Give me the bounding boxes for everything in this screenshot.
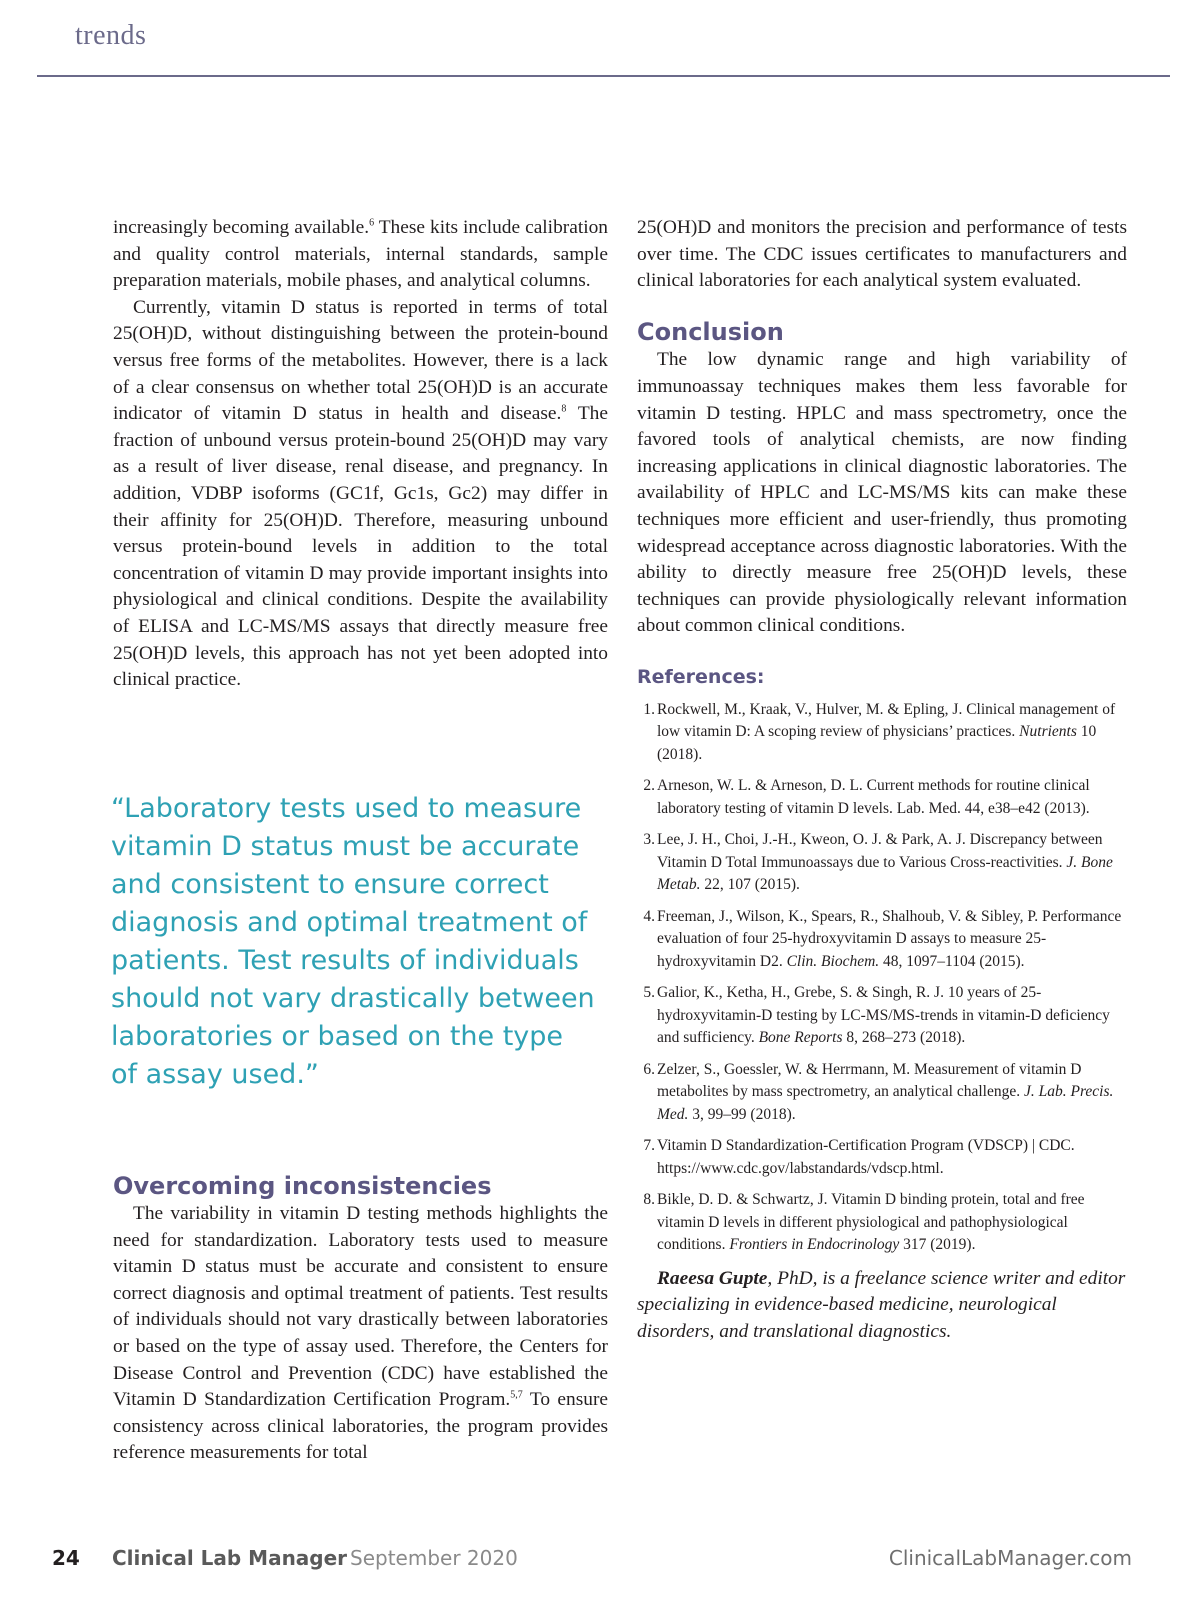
- magazine-name: Clinical Lab Manager: [112, 1546, 348, 1570]
- reference-journal: Bone Reports: [758, 1029, 843, 1046]
- overcoming-body: [113, 1201, 608, 1467]
- reference-item: [643, 829, 1127, 897]
- citation-ref: 6: [369, 217, 375, 229]
- reference-tail: 10 (2018).: [657, 723, 1097, 763]
- reference-number: 3.: [643, 831, 655, 848]
- left-paragraph-2: [113, 295, 608, 694]
- reference-number: 7.: [643, 1137, 655, 1154]
- reference-journal: J. Lab. Precis. Med.: [657, 1083, 1114, 1123]
- text-span: increasingly becoming available.: [113, 217, 370, 238]
- right-continuation: 25(OH)D and monitors the precision and performance of tests over time. The CDC issues certificates to manufacturers and clinical laboratories for each analytical system evaluated.: [637, 217, 1127, 292]
- author-bio: [637, 1266, 1127, 1346]
- header-rule: [37, 75, 1170, 77]
- reference-number: 2.: [643, 777, 655, 794]
- reference-text: Arneson, W. L. & Arneson, D. L. Current methods for routine clinical laboratory testing of vitamin D levels. Lab. Med. 44, e38–e42 (2013).: [657, 777, 1090, 817]
- text-span: Currently, vitamin D status is reported in terms of total 25(OH)D, without distinguishing between the protein-bound versus free forms of the metabolites. However, there is a lack of a clear consensus on whether total 25(OH)D is an accurate indicator of vitamin D status in health and disease.: [113, 296, 608, 425]
- text-span: The variability in vitamin D testing methods highlights the need for standardization. Laboratory tests used to measure vitamin D status must be accurate and consistent to ensure correct diagnosis and optimal treatment of patients. Test results of individuals should not vary drastically between laboratories or based on the type of assay used. Therefore, the Centers for Disease Control and Prevention (CDC) have established the Vitamin D Standardization Certification Program.: [113, 1203, 608, 1411]
- reference-item: [643, 775, 1127, 820]
- references-list: [637, 699, 1127, 1257]
- page-footer: [52, 1546, 1132, 1578]
- reference-item: [643, 699, 1127, 767]
- right-column: [637, 215, 1127, 1345]
- reference-journal: Clin. Biochem.: [786, 952, 880, 970]
- text-span: The fraction of unbound versus protein-bound 25(OH)D may vary as a result of liver disease, renal disease, and pregnancy. In addition, VDBP isoforms (GC1f, Gc1s, Gc2) may differ in their affinity for 25(OH)D. Therefore, measuring unbound versus protein-bound levels in addition to the total concentration of vitamin D may provide important insights into physiological and clinical conditions. Despite the availability of ELISA and LC-MS/MS assays that directly measure free 25(OH)D levels, this approach has not yet been adopted into clinical practice.: [113, 403, 608, 691]
- reference-tail: 317 (2019).: [899, 1236, 976, 1253]
- section-tag: trends: [75, 20, 147, 51]
- page-number: 24: [52, 1546, 80, 1570]
- text-span: To ensure consistency across clinical laboratories, the program provides reference measurements for total: [113, 1389, 609, 1464]
- reference-item: [643, 906, 1127, 974]
- reference-text: Lee, J. H., Choi, J.-H., Kweon, O. J. & Park, A. J. Discrepancy between Vitamin D Total Immunoassays due to Various Cross-reactivities.: [657, 831, 1103, 871]
- references-heading: References:: [637, 665, 765, 688]
- reference-text: Zelzer, S., Goessler, W. & Herrmann, M. Measurement of vitamin D metabolites by mass spectrometry, an analytical challenge.: [657, 1060, 1082, 1100]
- reference-item: [643, 1135, 1127, 1180]
- reference-text: Galior, K., Ketha, H., Grebe, S. & Singh, R. J. 10 years of 25-hydroxyvitamin-D testing by LC-MS/MS-trends in vitamin-D deficiency and sufficiency.: [657, 984, 1110, 1046]
- reference-journal: J. Bone Metab.: [657, 853, 1113, 893]
- reference-journal: Frontiers in Endocrinology: [729, 1236, 900, 1253]
- left-column: [113, 215, 608, 694]
- author-name: Raeesa Gupte: [657, 1267, 768, 1289]
- overcoming-paragraph: [113, 1201, 608, 1467]
- reference-tail: 3, 99–99 (2018).: [688, 1105, 796, 1123]
- citation-ref: 8: [561, 403, 567, 415]
- conclusion-heading: Conclusion: [637, 317, 784, 346]
- author-bio-text: , PhD, is a freelance science writer and editor specializing in evidence-based medicine, neurological disorders, and translational diagnostics.: [637, 1267, 1126, 1342]
- conclusion-paragraph: The low dynamic range and high variability of immunoassay techniques makes them less favorable for vitamin D testing. HPLC and mass spectrometry, once the favored tools of analytical chemists, are now finding increasing applications in clinical diagnostic laboratories. The availability of HPLC and LC-MS/MS kits can make these techniques more efficient and user-friendly, thus promoting widespread acceptance across diagnostic laboratories. With the ability to directly measure free 25(OH)D levels, these techniques can provide physiologically relevant information about common clinical conditions.: [637, 349, 1127, 637]
- reference-number: 5.: [643, 984, 655, 1001]
- reference-item: [643, 982, 1127, 1050]
- reference-text: Vitamin D Standardization-Certification Program (VDSCP) | CDC. https://www.cdc.gov/labstandards/vdscp.html.: [657, 1137, 1075, 1177]
- reference-number: 8.: [643, 1191, 655, 1208]
- website-link[interactable]: ClinicalLabManager.com: [888, 1546, 1132, 1570]
- reference-item: [643, 1059, 1127, 1127]
- reference-number: 4.: [643, 907, 655, 925]
- text-span: These kits include calibration and quality control materials, internal standards, sample preparation materials, mobile phases, and analytical columns.: [113, 217, 608, 292]
- issue-date: September 2020: [350, 1546, 518, 1570]
- reference-text: Rockwell, M., Kraak, V., Hulver, M. & Epling, J. Clinical management of low vitamin D: A scoping review of physicians’ practices.: [657, 700, 1116, 740]
- left-paragraph-1: [113, 215, 608, 295]
- reference-tail: 48, 1097–1104 (2015).: [879, 952, 1025, 970]
- reference-number: 1.: [643, 700, 655, 718]
- reference-text: Freeman, J., Wilson, K., Spears, R., Shalhoub, V. & Sibley, P. Performance evaluation of four 25-hydroxyvitamin D assays to measure 25-hydroxyvitamin D2.: [657, 907, 1122, 970]
- citation-ref: 5,7: [510, 1389, 523, 1401]
- overcoming-heading: Overcoming inconsistencies: [113, 1172, 492, 1200]
- reference-text: Bikle, D. D. & Schwartz, J. Vitamin D binding protein, total and free vitamin D levels in different physiological and pathophysiological conditions.: [657, 1191, 1085, 1253]
- pull-quote: “Laboratory tests used to measure vitamin D status must be accurate and consistent to ensure correct diagnosis and optimal treatment of patients. Test results of individuals should not vary drastically between laboratories or based on the type of assay used.”: [111, 793, 595, 1090]
- reference-tail: 8, 268–273 (2018).: [842, 1029, 966, 1046]
- reference-tail: 22, 107 (2015).: [700, 876, 800, 893]
- reference-journal: Nutrients: [1019, 723, 1077, 740]
- reference-item: [643, 1189, 1127, 1257]
- reference-number: 6.: [643, 1060, 655, 1078]
